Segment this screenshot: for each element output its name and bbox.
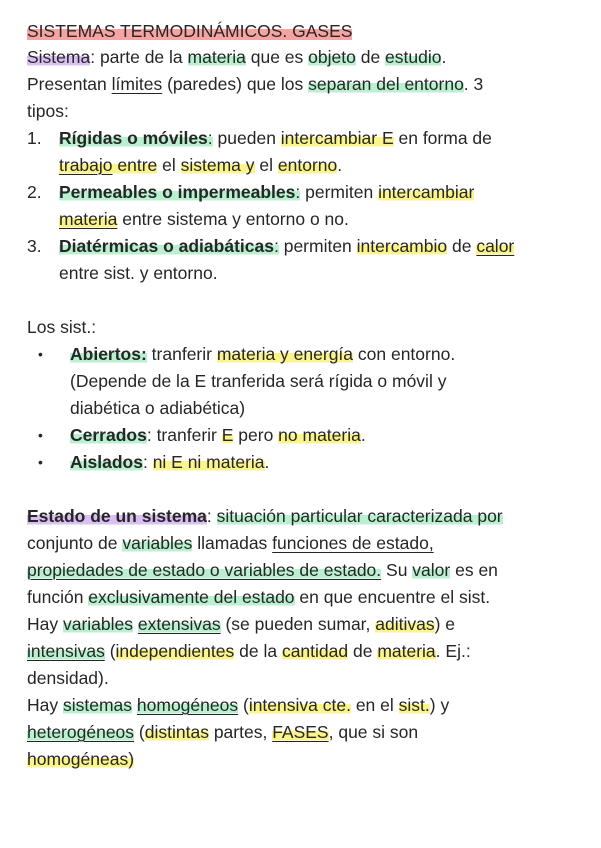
estado-line-7: densidad).: [27, 668, 109, 688]
estado-line-8: Hay sistemas homogéneos (intensiva cte. en el sist.) y: [27, 695, 450, 715]
estado-line-1: Estado de un sistema: situación particular caracterizada por: [27, 506, 503, 526]
estado-line-3: propiedades de estado o variables de estado. Su valor es en: [27, 560, 498, 580]
estado-line-5: Hay variables extensivas (se pueden sumar, aditivas) e: [27, 614, 456, 634]
estado-line-6: intensivas (independientes de la cantidad de materia. Ej.:: [27, 641, 471, 661]
estado-line-4: función exclusivamente del estado en que encuentre el sist.: [27, 587, 491, 607]
bullet-icon: •: [38, 346, 43, 362]
bullet-icon: •: [38, 427, 43, 443]
aislados-line: Aislados: ni E ni materia.: [70, 452, 270, 472]
tipo-1-line-2: trabajo entre el sistema y el entorno.: [59, 155, 343, 175]
abiertos-line-3: diabética o adiabética): [70, 398, 246, 418]
cerrados-line: Cerrados: tranferir E pero no materia.: [70, 425, 366, 445]
estado-line-2: conjunto de variables llamadas funciones de estado,: [27, 533, 434, 553]
list-number: 1.: [27, 128, 42, 148]
tipo-2-line-2: materia entre sistema y entorno o no.: [59, 209, 349, 229]
tipo-2-line-1: Permeables o impermeables: permiten intercambiar: [59, 182, 475, 202]
list-number: 3.: [27, 236, 42, 256]
tipo-3-line-1: Diatérmicas o adiabáticas: permiten intercambio de calor: [59, 236, 515, 256]
page-title: SISTEMAS TERMODINÁMICOS. GASES: [27, 21, 353, 41]
bullet-icon: •: [38, 454, 43, 470]
list-number: 2.: [27, 182, 42, 202]
estado-line-10: homogéneas): [27, 749, 135, 769]
sistema-line-2: Presentan límites (paredes) que los separan del entorno. 3: [27, 74, 484, 94]
estado-line-9: heterogéneos (distintas partes, FASES, que si son: [27, 722, 419, 742]
sistema-term: Sistema: [27, 47, 91, 67]
sistema-line-1: Sistema: parte de la materia que es objeto de estudio.: [27, 47, 447, 67]
sistema-line-3: tipos:: [27, 101, 69, 121]
abiertos-line-1: Abiertos: tranferir materia y energía con entorno.: [70, 344, 456, 364]
tipo-3-line-2: entre sist. y entorno.: [59, 263, 218, 283]
abiertos-line-2: (Depende de la E tranferida será rígida o móvil y: [70, 371, 447, 391]
los-sist-heading: Los sist.:: [27, 317, 97, 337]
tipo-1-line-1: Rígidas o móviles: pueden intercambiar E en forma de: [59, 128, 492, 148]
